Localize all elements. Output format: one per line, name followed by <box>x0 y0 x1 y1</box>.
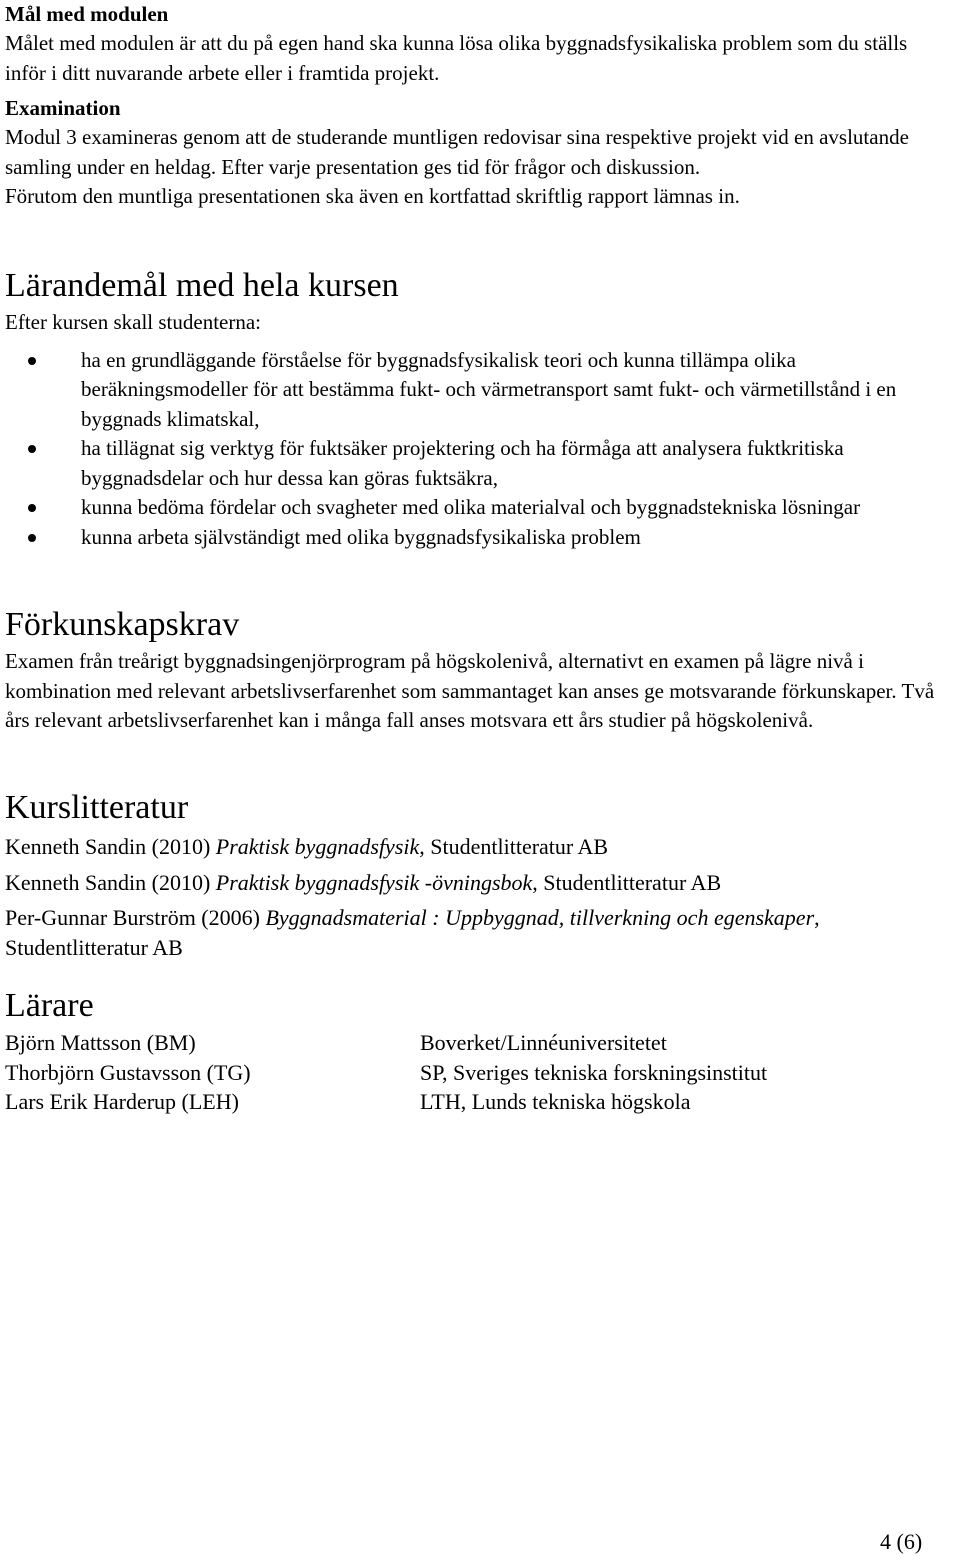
reference-item: Kenneth Sandin (2010) Praktisk byggnadsfysik, Studentlitteratur AB <box>5 834 609 859</box>
teacher-name: Björn Mattsson (BM) <box>5 1030 196 1055</box>
teachers-table <box>5 1028 950 1117</box>
heading-forkunskap: Förkunskapskrav <box>5 606 240 643</box>
paragraph-examination-report: Förutom den muntliga presentationen ska även en kortfattad skriftlig rapport lämnas in. <box>5 184 740 208</box>
section-kurslitteratur <box>5 788 950 962</box>
section-forkunskap <box>5 605 950 736</box>
paragraph-forkunskap: Examen från treårigt byggnadsingenjörprogram på högskolenivå, alternativt en examen på lägre nivå i kombination med relevant arbetslivserfarenhet som sammantaget kan anses ge motsvarande förkunskaper. Två års relevant arbetslivserfarenhet kan i många fall anses motsvara ett års studier på högskolenivå. <box>5 649 935 732</box>
section-larare <box>5 986 950 1117</box>
teacher-org: LTH, Lunds tekniska högskola <box>420 1089 691 1114</box>
page-number: 4 (6) <box>880 1529 923 1554</box>
list-item: ha en grundläggande förståelse för byggnadsfysikalisk teori och kunna tillämpa olika beräkningsmodeller för att bestämma fukt- och värmetransport samt fukt- och värmetillstånd i en byggnads klimatskal, <box>5 346 950 435</box>
reference-item: Kenneth Sandin (2010) Praktisk byggnadsfysik -övningsbok, Studentlitteratur AB <box>5 869 722 895</box>
heading-larare: Lärare <box>5 987 94 1024</box>
section-mal <box>5 0 950 88</box>
bullet-icon <box>28 445 36 453</box>
list-item: kunna bedöma fördelar och svagheter med olika materialval och byggnadstekniska lösningar <box>5 493 950 523</box>
heading-larandemal: Lärandemål med hela kursen <box>5 267 399 304</box>
teacher-org: Boverket/Linnéuniversitetet <box>420 1030 667 1055</box>
section-larandemal <box>5 266 950 552</box>
reference-item: Per-Gunnar Burström (2006) Byggnadsmaterial : Uppbyggnad, tillverkning och egenskaper, Studentlitteratur AB <box>5 905 820 960</box>
larandemal-intro: Efter kursen skall studenterna: <box>5 310 261 334</box>
bullet-icon <box>28 357 36 365</box>
teacher-org: SP, Sveriges tekniska forskningsinstitut <box>420 1059 768 1085</box>
section-examination <box>5 94 950 212</box>
heading-mal: Mål med modulen <box>5 2 169 26</box>
heading-kurslitteratur: Kurslitteratur <box>5 789 189 826</box>
bullet-icon <box>28 504 36 512</box>
paragraph-examination: Modul 3 examineras genom att de studerande muntligen redovisar sina respektive projekt vid en avslutande samling under en heldag. Efter varje presentation ges tid för frågor och diskussion. <box>5 125 909 179</box>
list-item: kunna arbeta självständigt med olika byggnadsfysikaliska problem <box>5 523 950 553</box>
teacher-name: Thorbjörn Gustavsson (TG) <box>5 1059 251 1085</box>
teacher-name: Lars Erik Harderup (LEH) <box>5 1089 239 1114</box>
heading-examination: Examination <box>5 96 121 120</box>
larandemal-list <box>5 346 950 553</box>
list-item: ha tillägnat sig verktyg för fuktsäker projektering och ha förmåga att analysera fuktkritiska byggnadsdelar och hur dessa kan göras fuktsäkra, <box>5 434 950 493</box>
bullet-icon <box>28 534 36 542</box>
paragraph-mal: Målet med modulen är att du på egen hand ska kunna lösa olika byggnadsfysikaliska problem som du ställs inför i ditt nuvarande arbete eller i framtida projekt. <box>5 31 908 85</box>
